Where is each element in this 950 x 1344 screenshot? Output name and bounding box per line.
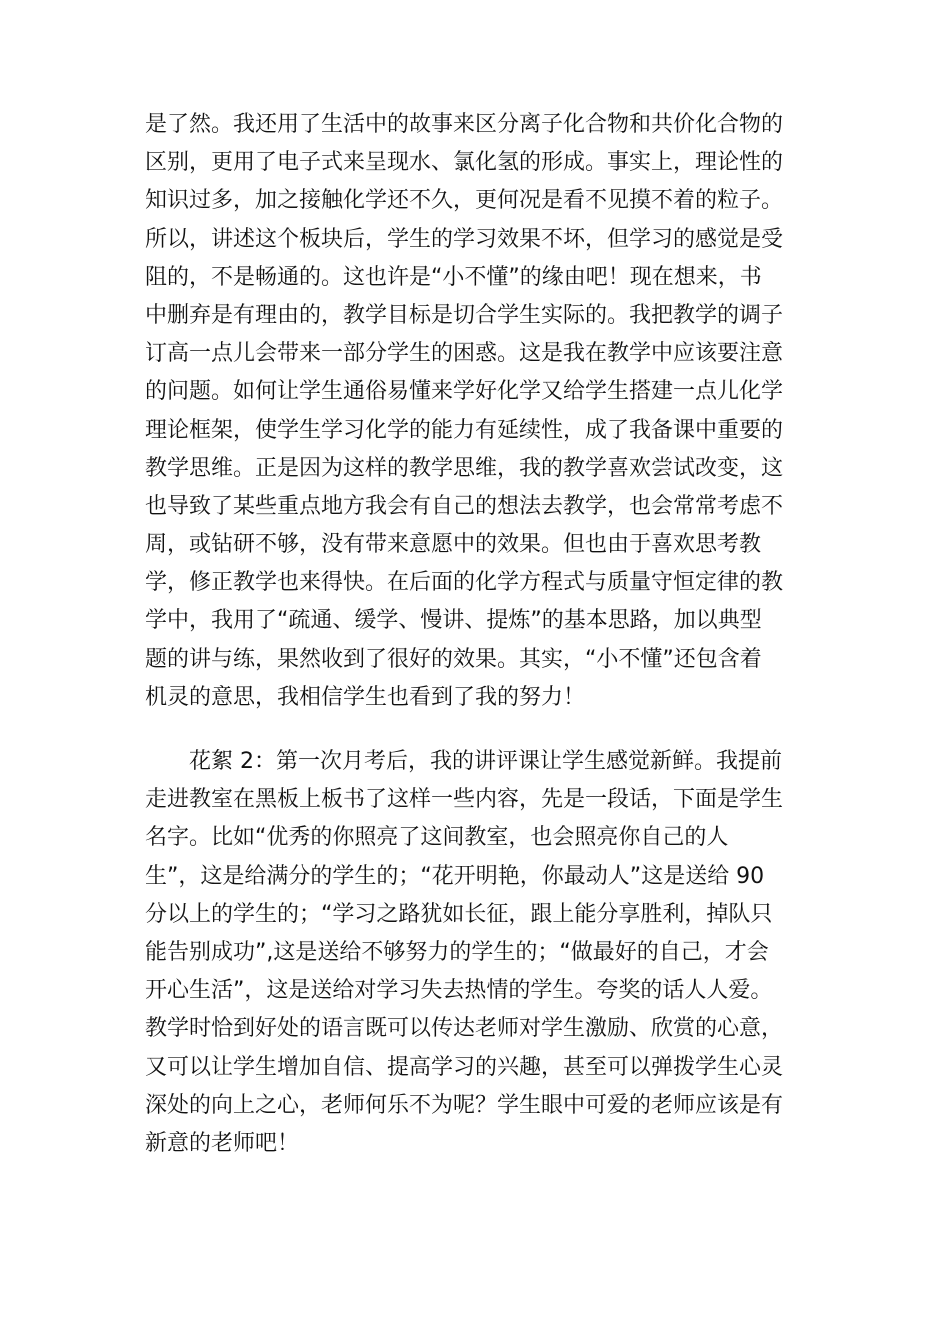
- text-line: 题的讲与练，果然收到了很好的效果。其实，“小不懂”还包含着: [145, 646, 762, 672]
- text-line: 是了然。我还用了生活中的故事来区分离子化合物和共价化合物的: [145, 112, 784, 137]
- text-line: 学，修正教学也来得快。在后面的化学方程式与质量守恒定律的教: [145, 570, 784, 596]
- text-line: 又可以让学生增加自信、提高学习的兴趣，甚至可以弹拨学生心灵: [145, 1054, 784, 1080]
- text-line: 知识过多，加之接触化学还不久，更何况是看不见摸不着的粒子。: [145, 188, 784, 214]
- body-paragraph-1: [145, 106, 810, 717]
- text-line: 订高一点儿会带来一部分学生的困惑。这是我在教学中应该要注意: [145, 341, 784, 367]
- text-line: 新意的老师吧！: [145, 1130, 300, 1156]
- text-line: 的问题。如何让学生通俗易懂来学好化学又给学生搭建一点儿化学: [145, 379, 784, 405]
- text-line: 区别，更用了电子式来呈现水、氯化氢的形成。事实上，理论性的: [145, 150, 784, 176]
- text-line: 深处的向上之心，老师何乐不为呢？学生眼中可爱的老师应该是有: [145, 1092, 784, 1118]
- text-line: 分以上的学生的；“学习之路犹如长征，跟上能分享胜利，掉队只: [145, 901, 773, 927]
- text-line: 教学思维。正是因为这样的教学思维，我的教学喜欢尝试改变，这: [145, 455, 784, 481]
- text-line: 学中，我用了“疏通、缓学、慢讲、提炼”的基本思路，加以典型: [145, 608, 762, 634]
- text-line: 开心生活”，这是送给对学习失去热情的学生。夸奖的话人人爱。: [145, 978, 773, 1004]
- text-line: 名字。比如“优秀的你照亮了这间教室，也会照亮你自己的人: [145, 825, 729, 851]
- text-line-first-indented: 花絮 2：第一次月考后，我的讲评课让学生感觉新鲜。我提前: [189, 749, 782, 774]
- text-line: 也导致了某些重点地方我会有自己的想法去教学，也会常常考虑不: [145, 493, 784, 519]
- text-line: 能告别成功”,这是送给不够努力的学生的；“做最好的自己，才会: [145, 939, 769, 965]
- text-line: 机灵的意思，我相信学生也看到了我的努力！: [145, 684, 586, 710]
- text-line: 阻的，不是畅通的。这也许是“小不懂”的缘由吧！现在想来，书: [145, 264, 762, 290]
- text-line: 中删弃是有理由的，教学目标是切合学生实际的。我把教学的调子: [145, 302, 784, 328]
- text-line: 生”，这是给满分的学生的；“花开明艳，你最动人”这是送给 90: [145, 863, 765, 889]
- text-line: 教学时恰到好处的语言既可以传达老师对学生激励、欣赏的心意，: [145, 1016, 784, 1042]
- text-line: 周，或钻研不够，没有带来意愿中的效果。但也由于喜欢思考教: [145, 532, 762, 558]
- body-paragraph-2: [145, 743, 810, 1163]
- text-line: 走进教室在黑板上板书了这样一些内容，先是一段话，下面是学生: [145, 787, 784, 813]
- text-line: 所以，讲述这个板块后，学生的学习效果不坏，但学习的感觉是受: [145, 226, 784, 252]
- text-line: 理论框架，使学生学习化学的能力有延续性，成了我备课中重要的: [145, 417, 784, 443]
